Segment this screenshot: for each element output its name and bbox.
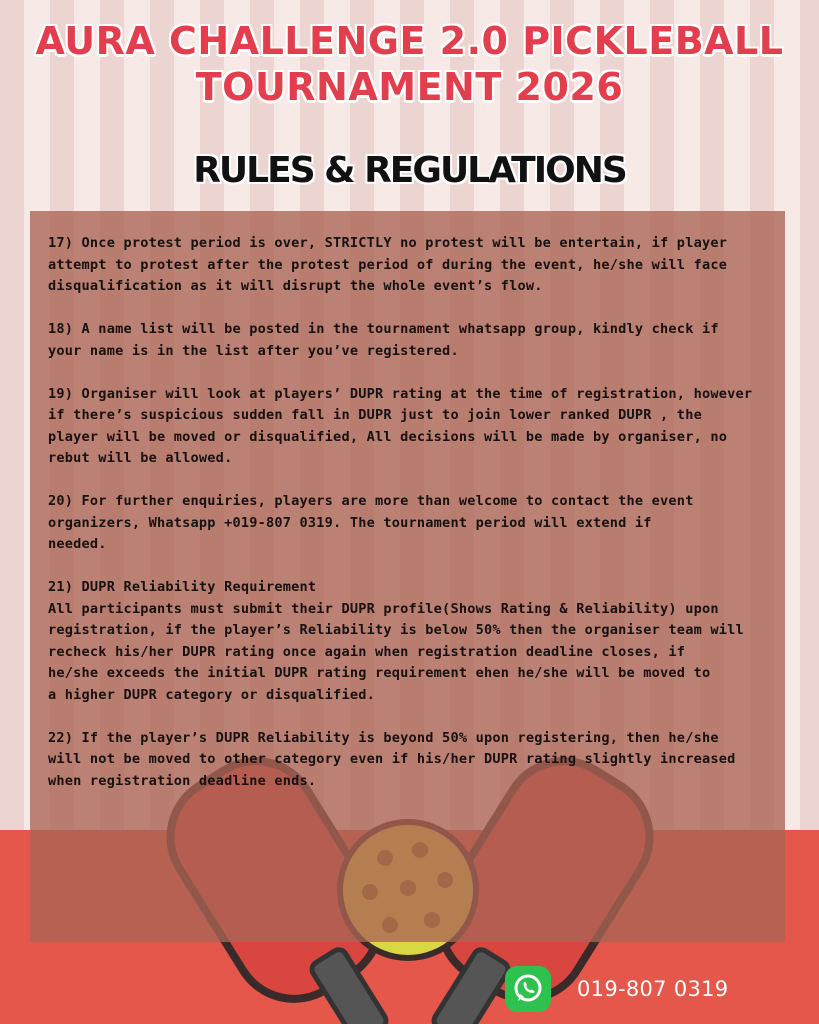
rule-17: 17) Once protest period is over, STRICTLY no protest will be entertain, if player attempt to protest after the protest period of during the event, he/she will face disqualification as it will disrupt the whole event’s flow. xyxy=(48,235,728,294)
rule-21: 21) DUPR Reliability Requirement All participants must submit their DUPR profile(Shows Rating & Reliability) upon registration, if the player’s Reliability is below 50% then the organiser team will recheck his/her DUPR rating once again when registration deadline closes, if he/she exceeds the initial DUPR rating requirement ehen he/she will be moved to a higher DUPR category or disqualified. xyxy=(48,579,744,703)
page-title xyxy=(0,18,819,110)
title-line: AURA CHALLENGE 2.0 PICKLEBALL TOURNAMENT 2026 xyxy=(35,19,784,109)
rule-18: 18) A name list will be posted in the tournament whatsapp group, kindly check if your name is in the list after you’ve registered. xyxy=(48,321,719,359)
rules-list xyxy=(48,233,788,814)
whatsapp-glyph-icon xyxy=(511,972,545,1006)
rule-20: 20) For further enquiries, players are more than welcome to contact the event organizers, Whatsapp +019-807 0319. The tournament period will extend if needed. xyxy=(48,493,694,552)
rule-22: 22) If the player’s DUPR Reliability is beyond 50% upon registering, then he/she will not be moved to other category even if his/her DUPR rating slightly increased when registration deadline ends. xyxy=(48,729,736,789)
contact-footer xyxy=(505,964,728,1014)
rule-19: 19) Organiser will look at players’ DUPR rating at the time of registration, however if there’s suspicious sudden fall in DUPR just to join lower ranked DUPR , the player will be moved or disqualified, All decisions will be made by organiser, no rebut will be allowed. xyxy=(48,385,753,466)
page-subtitle: RULES & REGULATIONS xyxy=(193,150,626,191)
whatsapp-icon xyxy=(505,966,551,1012)
contact-phone: 019-807 0319 xyxy=(577,977,729,1001)
